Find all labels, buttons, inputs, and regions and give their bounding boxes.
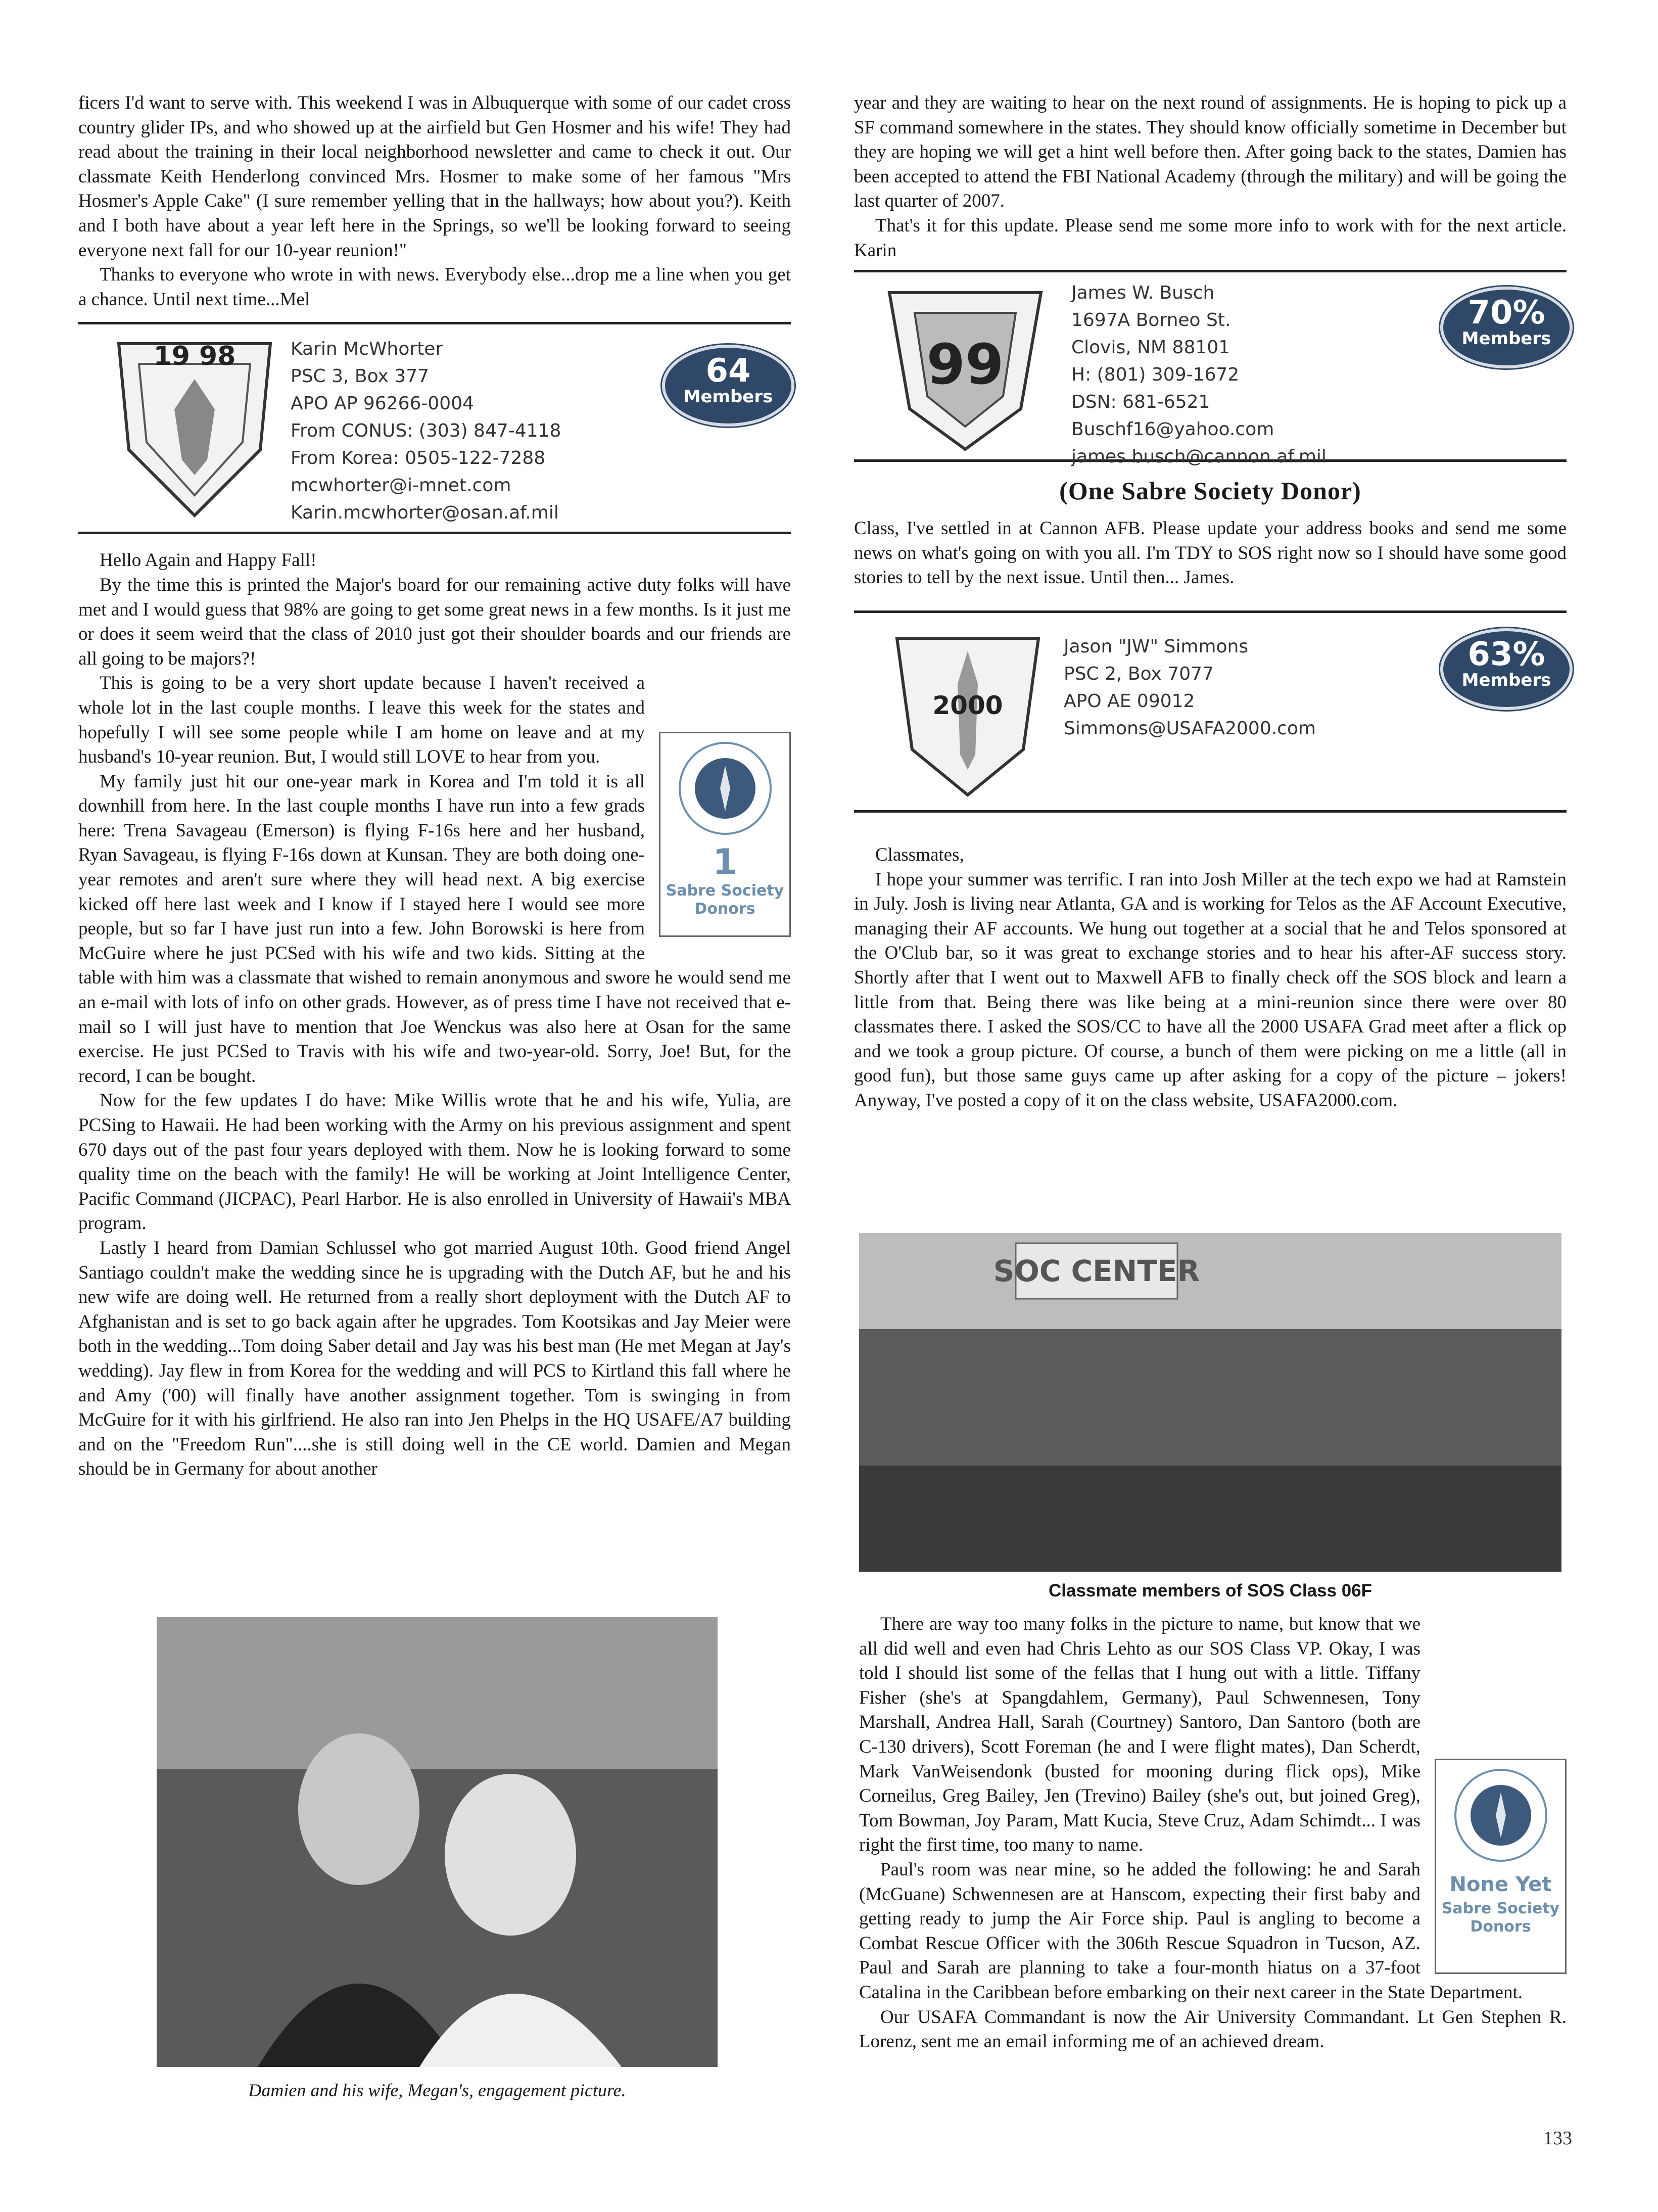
donor-label: Sabre Society [666,882,784,900]
phone-line: From CONUS: (303) 847-4118 [291,420,561,442]
address-line: APO AP 96266-0004 [291,393,475,414]
address-line: Clovis, NM 88101 [1071,337,1230,358]
engagement-photo [157,1617,718,2067]
scribe-name: Jason "JW" Simmons [1064,636,1249,657]
members-label: Members [683,387,773,407]
email-line[interactable]: Simmons@USAFA2000.com [1064,718,1316,739]
class00-paragraph: Our USAFA Commandant is now the Air University Commandant. Lt Gen Stephen R. Lorenz, sent me an email informing me of an achieved dream. [859,2006,1567,2052]
class-2000-address [1064,633,1316,742]
class-1998-header [78,324,791,532]
class-1999-address [1071,279,1327,470]
sabre-society-donors-box [659,732,791,937]
svg-text:19 98: 19 98 [153,341,236,372]
phone-line: H: (801) 309-1672 [1071,364,1240,386]
right-column [854,91,1567,1113]
class98-signoff: That's it for this update. Please send me some more info to work with for the next article. Karin [854,215,1567,261]
sabre-society-seal-icon [1453,1767,1549,1863]
class97-text: ficers I'd want to serve with. This weekend I was in Albuquerque with some of our cadet cross country glider IPs, and who showed up at the airfield but Gen Hosmer and his wife! They had read about the training in their local neighborhood newsletter and came to check it out. Our classmate Keith Henderlong convinced Mrs. Hosmer to make some of her famous "Mrs Hosmer's Apple Cake" (I sure remember yelling that in the hallways; how about you?). Keith and I both have about a year left here in the Springs, so we'll be looking forward to seeing everyone next fall for our 10-year reunion!" [78,92,791,261]
class00-paragraph: I hope your summer was terrific. I ran into Josh Miller at the tech expo we had at Ramstein in July. Josh is living near Atlanta, GA and is working for Telos as the AF Account Executive, managing their AF accounts. We hung out together at a social that he and Telos sponsored at the O'Club bar, so it was great to exchange stories and to hear his after-AF success story. Shortly after that I went out to Maxwell AFB to finally check off the SOS block and learn a little from that. Being there was like being at a mini-reunion since there were over 80 classmates there. I asked the SOS/CC to have all the 2000 USAFA Grad meet after a flick op and we took a group picture. Of course, a bunch of them were picking on me a little (all in good fun), but those same guys came up after asking for a copy of the picture – jokers! Anyway, I've posted a copy of it on the class website, USAFA2000.com. [854,869,1567,1111]
donor-label: Sabre Society [1441,1900,1560,1917]
members-count: 63% [1467,635,1545,673]
members-badge [1440,628,1573,710]
class97-signoff: Thanks to everyone who wrote in with news. Everybody else...drop me a line when you get a chance. Until next time...Mel [78,264,791,310]
sos-class-group-photo [859,1233,1561,1572]
engagement-photo-caption: Damien and his wife, Megan's, engagement picture. [248,2080,626,2100]
email-line[interactable]: Karin.mcwhorter@osan.af.mil [291,502,559,524]
scribe-name: Karin McWhorter [291,339,443,360]
class-1999-header [854,272,1567,467]
sabre-society-seal-icon [677,740,773,836]
class00-paragraph: There are way too many folks in the picture to name, but know that we all did well and even had Chris Lehto as our SOS Class VP. Okay, I was told I should list some of the fellas that I hung out with a little. Tiffany Fisher (she's at Spangdahlem, Germany), Paul Schwennesen, Tony Marshall, Andrea Hall, Sarah (Courtney) Santoro, Dan Santoro (both are C-130 drivers), Scott Foreman (he and I were flight mates), Dan Scherdt, Mark VanWeisendonk (busted for mooning during flick ops), Mike Corneilus, Greg Bailey, Jen (Trevino) Bailey (she's out, but joined Greg), Tom Bowman, Joy Param, Matt Kucia, Steve Cruz, Adam Schimdt... I was right the first time, too many to name. [859,1614,1420,1856]
group-photo-caption: Classmate members of SOS Class 06F [1048,1581,1372,1601]
class98-continued: year and they are waiting to hear on the next round of assignments. He is hoping to pick up a SF command somewhere in the states. They should know officially sometime in December but they are hoping we will get a hint well before then. After going back to the states, Damien has been accepted to attend the FBI National Academy (through the military) and will be going the last quarter of 2007. [854,92,1567,212]
section-rule [78,532,791,534]
page-number: 133 [1543,2128,1572,2149]
class98-paragraph: This is going to be a very short update because I haven't received a whole lot in the last couple months. I leave this week for the states and hopefully I will see some people while I am home on leave and at my husband's 10-year reunion. But, I would still LOVE to hear from you. [78,673,645,768]
email-line[interactable]: james.busch@cannon.af.mil [1071,446,1327,467]
right-column-lower [859,1612,1567,2054]
members-label: Members [1461,670,1551,690]
class98-paragraph: My family just hit our one-year mark in Korea and I'm told it is all downhill from here. In the last couple months I have run into a few grads here: Trena Savageau (Emerson) is flying F-16s here and her husband, Ryan Savageau, is flying F-16s down at Kunsan. They are both doing one-year remotes and aren't sure where they will head next. A big exercise kicked off here last week and I know if I stayed here I would see more people, but so far I have just run into a few. John Borowski is here from McGuire where he just PCSed with his wife and two kids. Sitting at the table with him was a classmate that wished to remain anonymous and swore he would send me an e-mail with lots of info on other grads. However, as of press time I have not received that e-mail so I will just have to mention that Joe Wenckus was also here at Osan for the same exercise. He just PCSed to Travis with his wife and two-year-old. Sorry, Joe! But, for the record, I can be bought. [78,771,791,1087]
section-rule [854,810,1567,813]
email-line[interactable]: mcwhorter@i-mnet.com [291,475,511,496]
address-line: PSC 2, Box 7077 [1064,663,1214,684]
soc-center-sign: SOC CENTER [993,1254,1200,1288]
address-line: APO AE 09012 [1064,690,1195,712]
members-badge [1440,287,1573,368]
class-1998-crest-icon [109,334,280,523]
members-label: Members [1461,328,1551,349]
address-line: PSC 3, Box 377 [291,366,430,387]
svg-text:2000: 2000 [932,690,1003,720]
donor-label: Donors [694,900,755,918]
members-badge [662,345,794,427]
class98-paragraph: Lastly I heard from Damian Schlussel who got married August 10th. Good friend Angel Santiago couldn't make the wedding since he is upgrading with the Dutch AF, but he and his new wife are doing well. He returned from a really short deployment with the Dutch AF to Afghanistan and is set to go back again after he upgrades. Tom Kootsikas and Jay Meier were both in the wedding...Tom doing Saber detail and Jay was his best man (He met Megan at Jay's wedding). Jay flew in from Korea for the wedding and will PCS to Kirtland this fall where he and Amy ('00) will finally have another assignment together. Tom is swinging in from McGuire for it with his girlfriend. He also ran into Jen Phelps in the HQ USAFE/A7 building and on the "Freedom Run"....she is still doing well in the CE world. Damien and Megan should be in Germany for about another [78,1237,791,1480]
scribe-name: James W. Busch [1071,283,1215,304]
svg-text:99: 99 [926,332,1004,397]
class00-paragraph: Paul's room was near mine, so he added the following: he and Sarah (McGuane) Schwennesen are at Hanscom, expecting their first baby and getting ready to jump the Air Force ship. Paul is angling to become a Combat Rescue Officer with the 306th Rescue Squadron in Tucson, AZ. Paul and Sarah are planning to take a four-month hiatus on a 37-foot Catalina in the Caribbean before embarking on their next career in the State Department. [859,1859,1523,2003]
donor-label: Donors [1470,1918,1531,1936]
class-1998-address [291,336,561,527]
class99-text: Class, I've settled in at Cannon AFB. Please update your address books and send me some news on what's going on with you all. I'm TDY to SOS right now so I should have some good stories to tell by the next issue. Until then... James. [854,518,1567,588]
class-1999-crest-icon [879,283,1051,454]
members-count: 64 [705,352,751,390]
phone-line: DSN: 681-6521 [1071,392,1210,413]
class-2000-header [854,613,1567,810]
phone-line: From Korea: 0505-122-7288 [291,448,546,469]
sabre-society-donors-box [1435,1759,1567,1974]
class98-paragraph: By the time this is printed the Major's board for our remaining active duty folks will have met and I would guess that 98% are going to get some great news in a few months. Is it just me or does it seem weird that the class of 2010 just got their shoulder boards and our friends are all going to be majors?! [78,574,791,669]
class00-greeting: Classmates, [875,844,964,865]
donor-heading: (One Sabre Society Donor) [1059,477,1361,505]
class98-greeting: Hello Again and Happy Fall! [100,550,317,571]
donor-count: None Yet [1449,1873,1552,1896]
left-column [78,91,791,1482]
address-line: 1697A Borneo St. [1071,310,1231,331]
donor-count: 1 [713,841,737,883]
email-line[interactable]: Buschf16@yahoo.com [1071,419,1274,440]
members-count: 70% [1467,294,1545,332]
class-2000-crest-icon [887,628,1049,800]
class98-paragraph: Now for the few updates I do have: Mike Willis wrote that he and his wife, Yulia, are PCSing to Hawaii. He had been working with the Army on his previous assignment and spent 670 days out of the past four years deployed with them. Now he is looking forward to some quality time on the beach with the family! He will be working at Joint Intelligence Center, Pacific Command (JICPAC), Pearl Harbor. He is also enrolled in University of Hawaii's MBA program. [78,1090,791,1234]
